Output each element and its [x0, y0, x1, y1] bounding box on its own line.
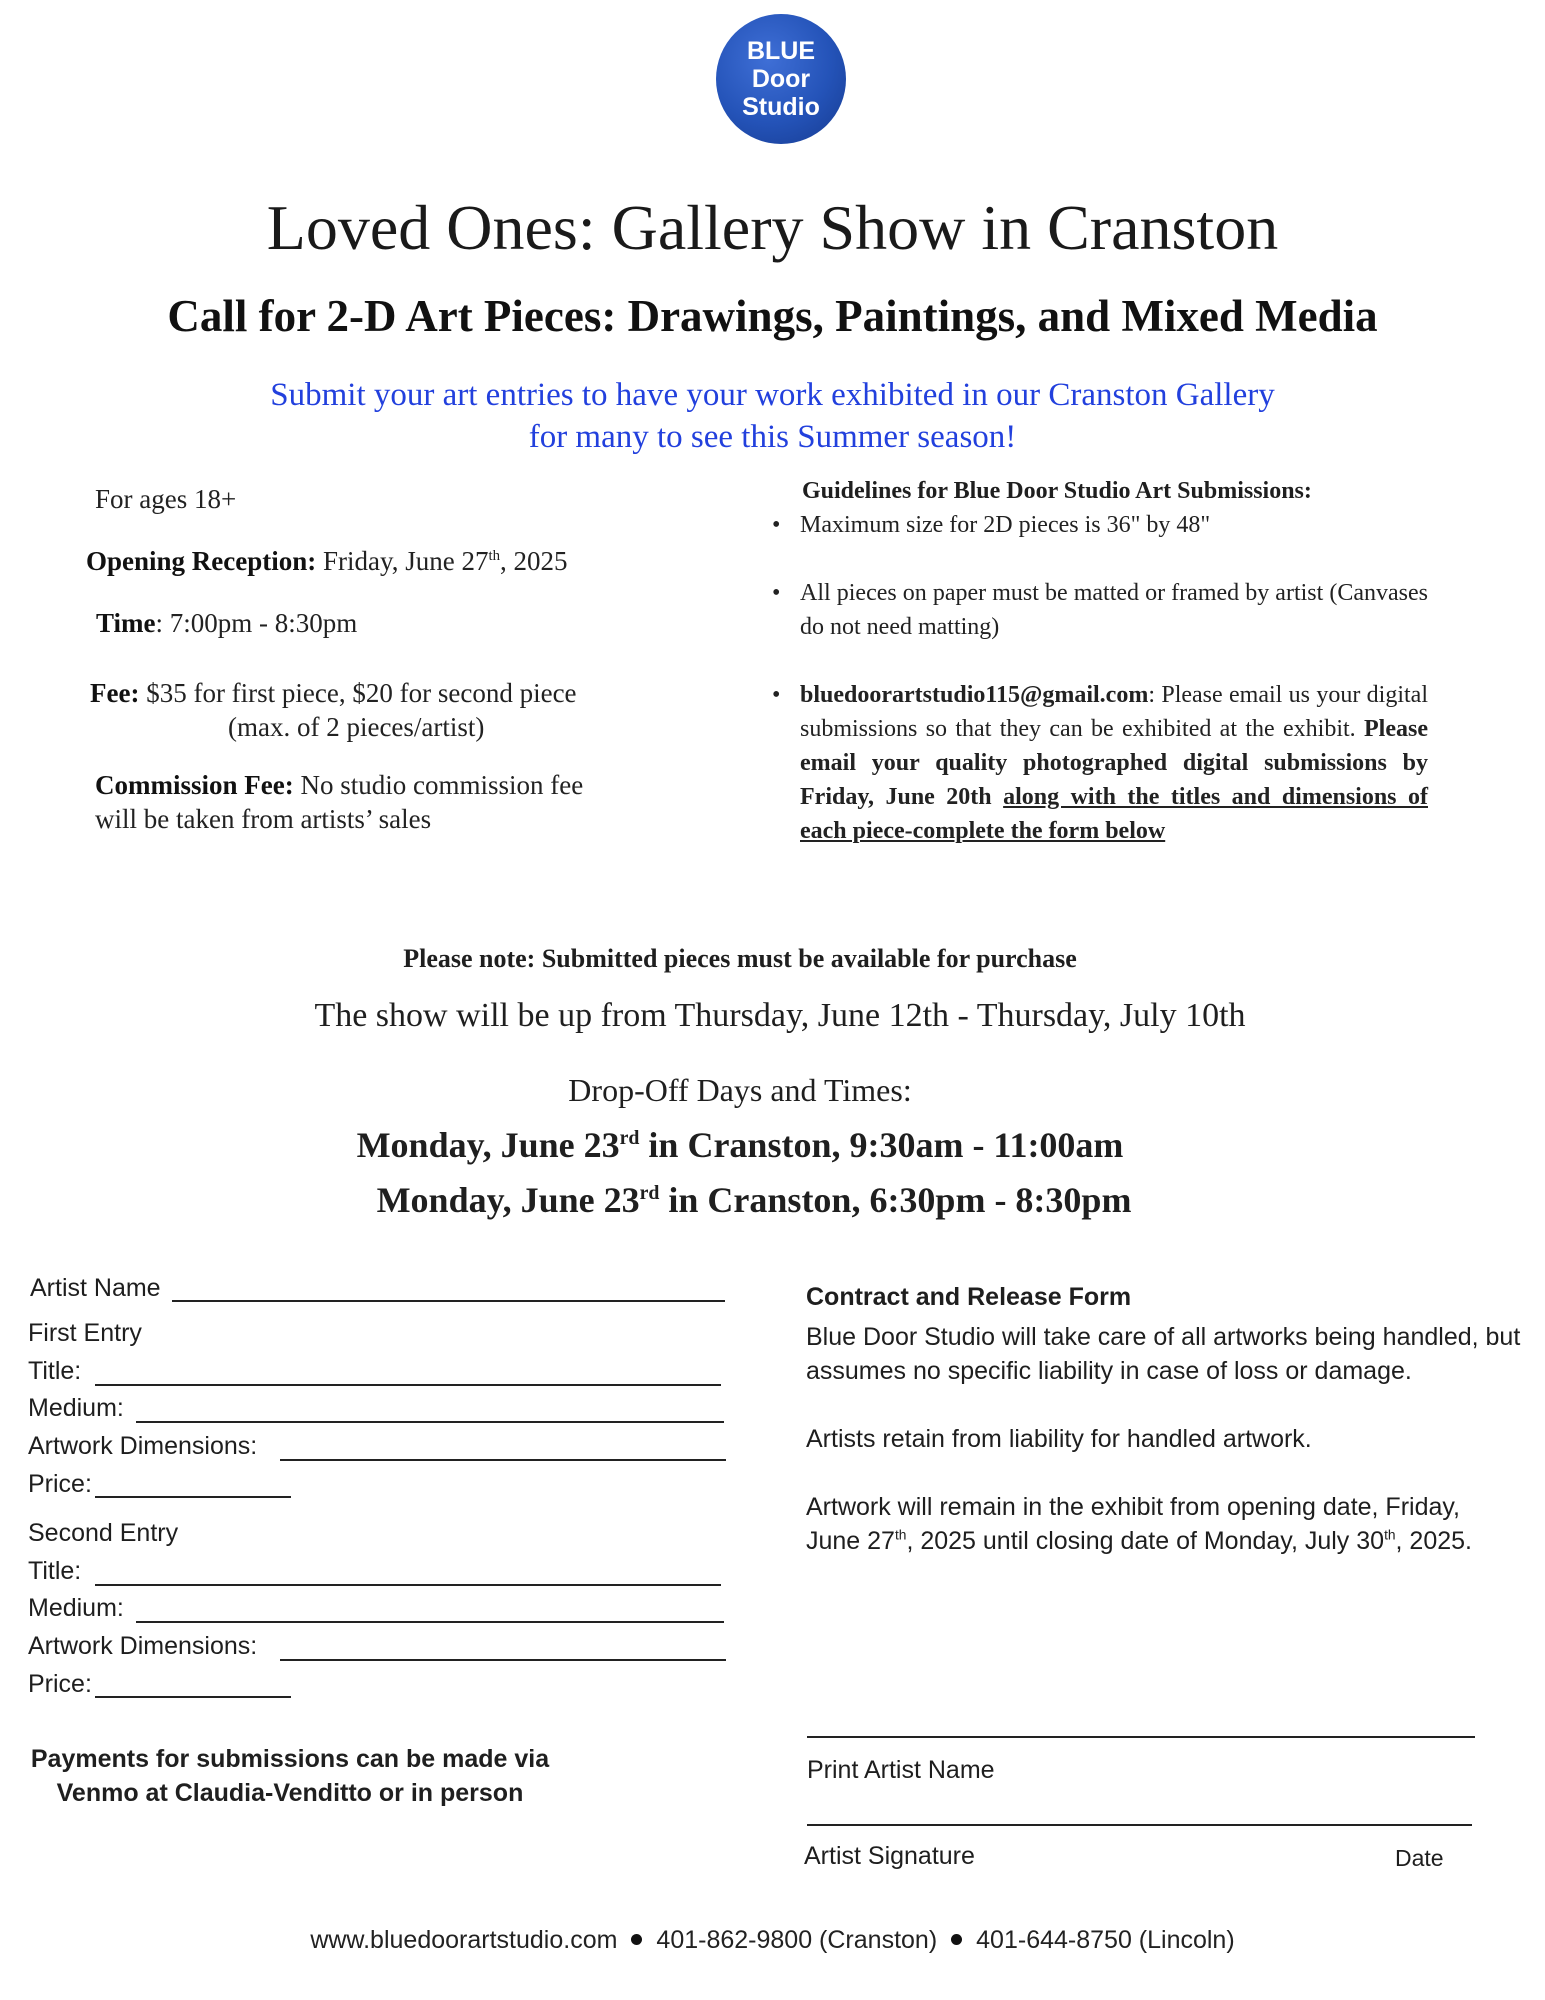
first-dimensions-label: Artwork Dimensions: [28, 1432, 258, 1460]
opening-label: Opening Reception: [86, 546, 317, 576]
bullet-icon: • [772, 580, 781, 606]
page-subtitle: Call for 2-D Art Pieces: Drawings, Paintings, and Mixed Media [167, 291, 1378, 341]
guideline-item: • Maximum size for 2D pieces is 36" by 48" [800, 508, 1428, 542]
payments-note: Payments for submissions can be made via Venmo at Claudia-Venditto or in person [30, 1745, 550, 1807]
opening-sup: th [488, 548, 501, 564]
opening-value: Friday, June 27 [316, 546, 489, 576]
second-title-field[interactable] [95, 1584, 721, 1586]
signature-label: Artist Signature [804, 1842, 975, 1870]
print-name-field[interactable] [807, 1736, 1475, 1738]
fee-info [90, 676, 577, 710]
opening-reception [86, 544, 568, 578]
second-medium-label: Medium: [28, 1594, 124, 1622]
second-dimensions-field[interactable] [280, 1659, 726, 1661]
time-info [96, 606, 357, 640]
submit-blurb [0, 374, 1545, 458]
artist-name-label: Artist Name [30, 1274, 161, 1302]
second-title-label: Title: [28, 1557, 82, 1585]
separator-dot-icon [631, 1934, 642, 1945]
show-dates: The show will be up from Thursday, June 12th - Thursday, July 10th [314, 997, 1246, 1034]
second-medium-field[interactable] [136, 1621, 724, 1623]
artist-name-field[interactable] [172, 1300, 725, 1302]
first-price-label: Price: [28, 1470, 92, 1498]
second-entry-heading: Second Entry [28, 1519, 179, 1547]
time-label: Time [96, 608, 156, 638]
fee-value: $35 for first piece, $20 for second piece [139, 678, 577, 708]
second-price-field[interactable] [95, 1696, 291, 1698]
dropoff-time-2: Monday, June 23rd in Cranston, 6:30pm - 8:30pm [376, 1180, 1132, 1220]
purchase-note: Please note: Submitted pieces must be available for purchase [403, 944, 1077, 973]
dropoff-time-1: Monday, June 23rd in Cranston, 9:30am - 11:00am [356, 1125, 1124, 1165]
guidelines-heading: Guidelines for Blue Door Studio Art Submissions: [802, 478, 1312, 504]
commission-value: No studio commission fee [293, 770, 584, 800]
first-medium-field[interactable] [136, 1421, 724, 1423]
logo-line-1: BLUE [746, 37, 816, 65]
first-entry-heading: First Entry [28, 1319, 142, 1347]
footer [0, 1924, 1545, 1956]
date-label: Date [1395, 1845, 1444, 1871]
first-title-label: Title: [28, 1357, 82, 1385]
submit-blurb-line-2: for many to see this Summer season! [528, 419, 1017, 455]
separator-dot-icon [951, 1934, 962, 1945]
print-name-label: Print Artist Name [807, 1756, 995, 1784]
commission-label: Commission Fee: [95, 770, 294, 800]
bullet-icon: • [772, 512, 781, 538]
dropoff-heading: Drop-Off Days and Times: [568, 1072, 912, 1108]
signature-field[interactable] [807, 1824, 1472, 1826]
website-link[interactable]: www.bluedoorartstudio.com [310, 1926, 618, 1954]
commission-value-2: will be taken from artists’ sales [95, 804, 432, 834]
contract-heading: Contract and Release Form [806, 1283, 1132, 1311]
phone-cranston[interactable]: 401-862-9800 (Cranston) [656, 1926, 938, 1954]
email-link[interactable]: bluedoorartstudio115@gmail.com [800, 682, 1149, 708]
submit-blurb-line-1: Submit your art entries to have your work exhibited in our Cranston Gallery [270, 377, 1275, 413]
second-dimensions-label: Artwork Dimensions: [28, 1632, 258, 1660]
guideline-item: • bluedoorartstudio115@gmail.com: Please email us your digital submissions so that they can be exhibited at the exhibit. Please email your quality photographed digital submissions by Friday, June 20th along with the titles and dimensions of each piece-complete the form below [800, 678, 1428, 848]
guideline-item: • All pieces on paper must be matted or framed by artist (Canvases do not need matting) [800, 576, 1428, 644]
first-title-field[interactable] [95, 1384, 721, 1386]
second-price-label: Price: [28, 1670, 92, 1698]
logo-line-3: Studio [742, 93, 820, 121]
fee-label: Fee: [90, 678, 140, 708]
contract-paragraph-3: Artwork will remain in the exhibit from opening date, Friday, June 27th, 2025 until closing date of Monday, July 30th, 2025. [806, 1493, 1472, 1555]
bullet-icon: • [772, 682, 781, 708]
studio-logo [716, 14, 846, 144]
ages-text: For ages 18+ [95, 484, 237, 514]
first-price-field[interactable] [95, 1496, 291, 1498]
first-dimensions-field[interactable] [280, 1459, 726, 1461]
phone-lincoln[interactable]: 401-644-8750 (Lincoln) [976, 1926, 1235, 1954]
contract-paragraph-1: Blue Door Studio will take care of all artworks being handled, but assumes no specific liability in case of loss or damage. [806, 1323, 1521, 1385]
commission-info [95, 768, 583, 836]
logo-line-2: Door [751, 65, 811, 93]
fee-note: (max. of 2 pieces/artist) [228, 712, 485, 742]
first-medium-label: Medium: [28, 1394, 124, 1422]
opening-year: , 2025 [500, 546, 568, 576]
contract-section [806, 1280, 1521, 1592]
page-title: Loved Ones: Gallery Show in Cranston [266, 192, 1279, 263]
contract-paragraph-2: Artists retain from liability for handled artwork. [806, 1425, 1312, 1453]
time-value: : 7:00pm - 8:30pm [155, 608, 358, 638]
guidelines-list [772, 508, 1428, 882]
